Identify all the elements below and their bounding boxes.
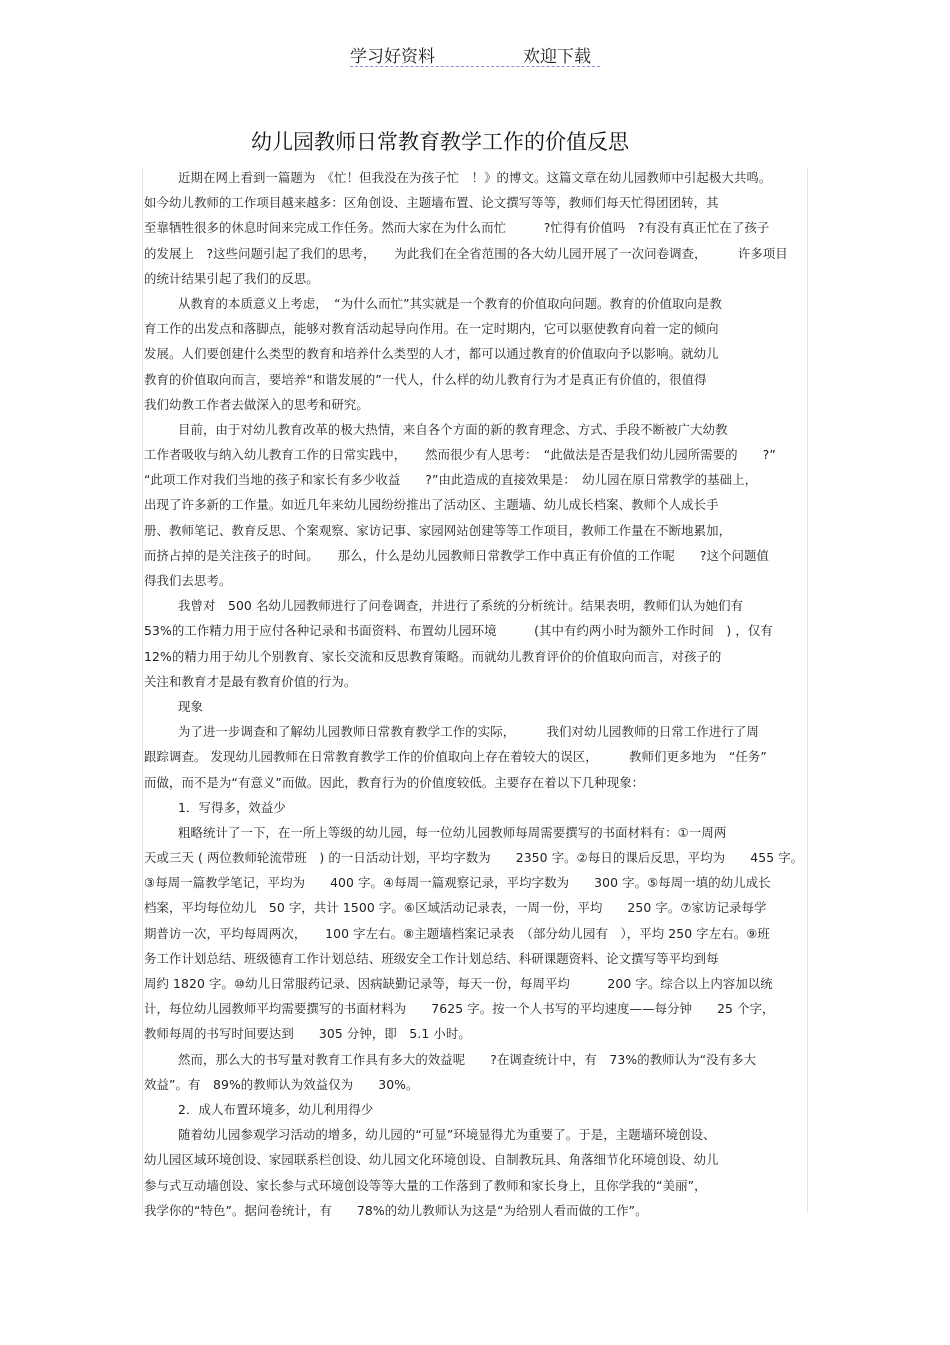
text-line: 的发展上 ?这些问题引起了我们的思考， 为此我们在全省范围的各大幼儿园开展了一次问卷调查， 许多项目: [144, 245, 788, 261]
header-right-text: 欢迎下载: [523, 47, 591, 67]
text-line: 教师每周的书写时间要达到 305 分钟，即 5.1 小时。: [144, 1026, 471, 1042]
text-line: 1．写得多，效益少: [178, 799, 286, 815]
text-line: 我学你的“特色”。据问卷统计，有 78%的幼儿教师认为这是“为给别人看而做的工作”。: [144, 1202, 648, 1218]
text-line: 从教育的本质意义上考虑， “为什么而忙”其实就是一个教育的价值取向问题。教育的价值取向是教: [178, 295, 722, 311]
header-left-text: 学习好资料: [350, 47, 435, 67]
text-line: 周约 1820 字。⑩幼儿日常服药记录、因病缺勤记录等，每天一份，每周平均 200 字。综合以上内容加以统: [144, 976, 773, 991]
page-header: [350, 42, 600, 67]
text-line: 关注和教育才是最有教育价值的行为。: [144, 673, 357, 689]
text-line: 计，每位幼儿园教师平均需要撰写的书面材料为 7625 字。按一个人书写的平均速度——每分钟 25 个字，: [144, 1001, 775, 1017]
text-line: 如今幼儿教师的工作项目越来越多：区角创设、主题墙布置、论文撰写等等，教师们每天忙得团团转，其: [144, 195, 719, 211]
text-line: 发展。人们要创建什么类型的教育和培养什么类型的人才，都可以通过教育的价值取向予以影响。就幼儿: [144, 346, 719, 362]
text-line: 现象: [178, 698, 203, 714]
text-line: 出现了许多新的工作量。如近几年来幼儿园纷纷推出了活动区、主题墙、幼儿成长档案、教师个人成长手: [144, 497, 719, 513]
text-line: 工作者吸收与纳入幼儿教育工作的日常实践中， 然而很少有人思考： “此做法是否是我们幼儿园所需要的 ?”: [144, 447, 776, 463]
text-line: 幼儿园区域环境创设、家园联系栏创设、幼儿园文化环境创设、自制教玩具、角落细节化环境创设、幼儿: [144, 1152, 719, 1168]
text-line: 教育的价值取向而言，要培养“和谐发展的”一代人，什么样的幼儿教育行为才是真正有价值的，很值得: [144, 371, 707, 387]
text-line: 12%的精力用于幼儿个别教育、家长交流和反思教育策略。而就幼儿教育评价的价值取向而言，对孩子的: [144, 648, 722, 664]
text-line: 53%的工作精力用于应付各种记录和书面资料、布置幼儿园环境 (其中有约两小时为额外工作时间 ) ，仅有: [144, 623, 773, 639]
text-line: 2．成人布置环境多，幼儿利用得少: [178, 1101, 374, 1117]
text-line: 为了进一步调查和了解幼儿园教师日常教育教学工作的实际， 我们对幼儿园教师的日常工作进行了周: [178, 724, 759, 740]
text-line: 育工作的出发点和落脚点，能够对教育活动起导向作用。在一定时期内，它可以驱使教育向着一定的倾向: [144, 321, 719, 337]
text-line: 粗略统计了一下，在一所上等级的幼儿园，每一位幼儿园教师每周需要撰写的书面材料有：①一周两: [178, 824, 727, 840]
text-line: 我曾对 500 名幼儿园教师进行了问卷调查，并进行了系统的分析统计。结果表明，教师们认为她们有: [178, 598, 744, 614]
text-line: 档案，平均每位幼儿 50 字，共计 1500 字。⑥区域活动记录表，一周一份，平均 250 字。⑦家访记录每学: [144, 900, 767, 916]
document-body: [144, 165, 809, 1223]
text-line: “此项工作对我们当地的孩子和家长有多少收益 ?”由此造成的直接效果是： 幼儿园在原日常教学的基础上，: [144, 472, 758, 488]
text-line: 而做，而不是为“有意义”而做。因此，教育行为的价值度较低。主要存在着以下几种现象：: [144, 774, 645, 790]
text-line: 参与式互动墙创设、家长参与式环境创设等等大量的工作落到了教师和家长身上，且你学我的“美丽”，: [144, 1177, 707, 1193]
text-line: 的统计结果引起了我们的反思。: [144, 270, 319, 286]
text-line: 随着幼儿园参观学习活动的增多，幼儿园的“可显”环境显得尤为重要了。于是，主题墙环境创设、: [178, 1127, 716, 1143]
text-line: 得我们去思考。: [144, 573, 232, 588]
text-line: 至靠牺牲很多的休息时间来完成工作任务。然而大家在为什么而忙 ?忙得有价值吗 ?有没有真正忙在了孩子: [144, 220, 770, 236]
text-line: 天或三天 ( 两位教师轮流带班 ) 的一日活动计划，平均字数为 2350 字。②每日的课后反思，平均为 455 字。: [144, 850, 804, 866]
text-line: 近期在网上看到一篇题为 《忙！但我没在为孩子忙 ！》的博文。这篇文章在幼儿园教师中引起极大共鸣。: [178, 170, 772, 185]
text-line: 效益”。有 89%的教师认为效益仅为 30%。: [144, 1076, 419, 1092]
text-line: 跟踪调查。 发现幼儿园教师在日常教育教学工作的价值取向上存在着较大的误区， 教师们更多地为 “任务”: [144, 749, 767, 765]
text-line: 务工作计划总结、班级德育工作计划总结、班级安全工作计划总结、科研课题资料、论文撰写等平均到每: [144, 950, 719, 966]
document-title: 幼儿园教师日常教育教学工作的价值反思: [251, 130, 629, 154]
text-line: 目前，由于对幼儿教育改革的极大热情，来自各个方面的新的教育理念、方式、手段不断被广大幼教: [178, 421, 728, 437]
text-line: 而挤占掉的是关注孩子的时间。 那么，什么是幼儿园教师日常教学工作中真正有价值的工作呢 ?这个问题值: [144, 547, 770, 563]
text-line: 然而，那么大的书写量对教育工作具有多大的效益呢 ?在调查统计中，有 73%的教师认为“没有多大: [178, 1051, 757, 1067]
text-line: 册、教师笔记、教育反思、个案观察、家访记事、家园网站创建等等工作项目，教师工作量在不断地累加，: [144, 522, 732, 538]
text-line: 我们幼教工作者去做深入的思考和研究。: [144, 396, 369, 412]
text-line: ③每周一篇教学笔记，平均为 400 字。④每周一篇观察记录，平均字数为 300 字。⑤每周一填的幼儿成长: [144, 875, 771, 891]
text-line: 期普访一次，平均每周两次， 100 字左右。⑧主题墙档案记录表 （部分幼儿园有 ），平均 250 字左右。⑨班: [144, 925, 770, 941]
